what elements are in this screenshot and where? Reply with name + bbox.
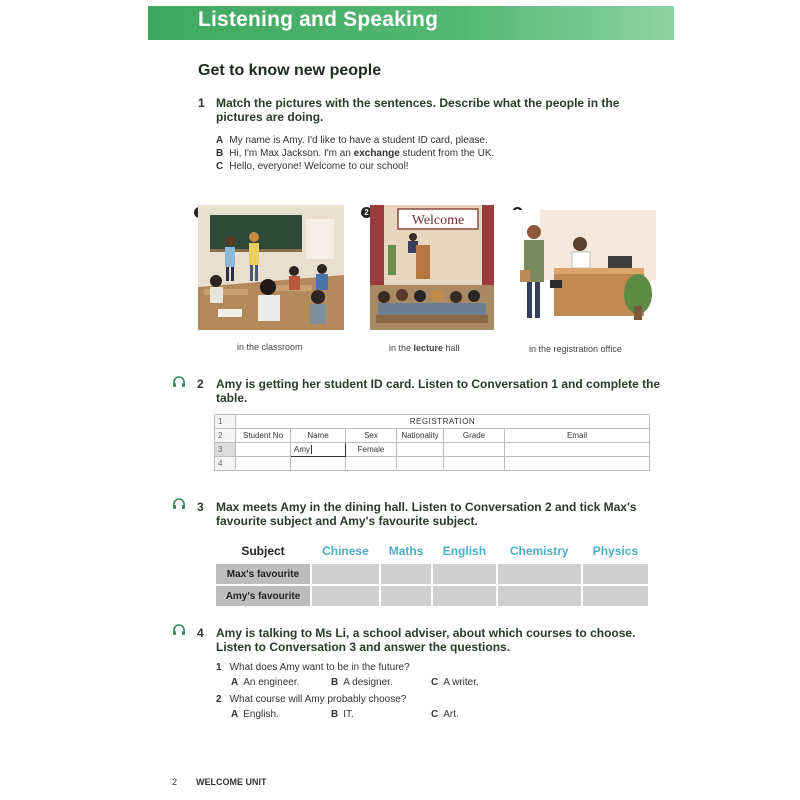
picture1-caption: in the classroom: [237, 342, 303, 352]
amy-favourite-row: [216, 586, 648, 606]
task1-instruction-line1: Match the pictures with the sentences. Describe what the people in the: [216, 96, 620, 110]
headphones-icon: [172, 497, 186, 510]
task4-instruction-line2: Listen to Conversation 3 and answer the questions.: [216, 640, 511, 654]
row-number: 2: [215, 429, 236, 443]
header-sex: Sex: [346, 429, 397, 443]
q2-option-a[interactable]: A English.: [231, 709, 279, 720]
page-number: 2: [172, 777, 178, 787]
task2-number: 2: [197, 377, 204, 391]
sheet-row-4: [215, 457, 650, 471]
task1-instruction-line2: pictures are doing.: [216, 110, 324, 124]
tick-cell[interactable]: [312, 586, 379, 606]
cell-grade[interactable]: [444, 443, 505, 457]
row-number: 3: [215, 443, 236, 457]
tick-cell[interactable]: [498, 564, 581, 584]
task4-instruction-line1: Amy is talking to Ms Li, a school adviser, about which courses to choose.: [216, 626, 636, 640]
tick-cell[interactable]: [583, 586, 648, 606]
tick-cell[interactable]: [583, 564, 648, 584]
row-number: 1: [215, 415, 236, 429]
row-number: 4: [215, 457, 236, 471]
cell-nationality[interactable]: [397, 443, 444, 457]
classroom-illustration: [198, 205, 344, 330]
banner-title: Listening and Speaking: [198, 8, 439, 31]
task1-option-c: C Hello, everyone! Welcome to our school!: [216, 161, 409, 172]
header-student-no: Student No: [236, 429, 291, 443]
sheet-row-1: [215, 415, 650, 429]
question-1: 1 What does Amy want to be in the future?: [216, 662, 410, 673]
task4-number: 4: [197, 626, 204, 640]
tick-cell[interactable]: [433, 564, 495, 584]
section-heading: Get to know new people: [198, 62, 382, 79]
cell-sex[interactable]: Female: [346, 443, 397, 457]
tick-cell[interactable]: [381, 586, 431, 606]
task3-instruction-line1: Max meets Amy in the dining hall. Listen to Conversation 2 and tick Max's: [216, 500, 637, 514]
cell-email[interactable]: [505, 443, 650, 457]
picture2-caption: in the lecture hall: [389, 343, 460, 353]
cell-student-no[interactable]: [236, 443, 291, 457]
task3-instruction-line2: favourite subject and Amy's favourite subject.: [216, 514, 478, 528]
task1-option-b: B Hi, I'm Max Jackson. I'm an exchange student from the UK.: [216, 148, 495, 159]
task1-option-a: A My name is Amy. I'd like to have a student ID card, please.: [216, 135, 488, 146]
tick-cell[interactable]: [312, 564, 379, 584]
header-name: Name: [291, 429, 346, 443]
max-favourite-row: [216, 564, 648, 584]
subject-maths: Maths: [388, 544, 424, 558]
lecture-hall-illustration: [370, 205, 494, 330]
sheet-row-3: [215, 443, 650, 457]
subject-chemistry: Chemistry: [509, 544, 569, 558]
subject-english: English: [442, 544, 487, 558]
header-grade: Grade: [444, 429, 505, 443]
subject-physics: Physics: [592, 544, 639, 558]
tick-cell[interactable]: [381, 564, 431, 584]
tick-cell[interactable]: [433, 586, 495, 606]
task3-number: 3: [197, 500, 204, 514]
q2-option-c[interactable]: C Art.: [431, 709, 459, 720]
row-label-max: Max's favourite: [216, 564, 310, 584]
picture2-number: 2: [361, 207, 372, 218]
q1-option-c[interactable]: C A writer.: [431, 677, 479, 688]
sheet-title: REGISTRATION: [236, 415, 650, 429]
favourite-subject-table: [214, 538, 650, 608]
header-nationality: Nationality: [397, 429, 444, 443]
registration-office-illustration: [510, 210, 656, 328]
unit-label: WELCOME UNIT: [196, 777, 267, 787]
picture3-caption: in the registration office: [529, 344, 622, 354]
welcome-sign: Welcome: [411, 213, 465, 228]
task1-number: 1: [198, 96, 205, 110]
subject-chinese: Chinese: [322, 544, 369, 558]
q2-option-b[interactable]: B IT.: [331, 709, 354, 720]
registration-sheet: [214, 414, 650, 471]
headphones-icon: [172, 623, 186, 636]
task2-instruction-line1: Amy is getting her student ID card. Listen to Conversation 1 and complete the: [216, 377, 661, 391]
subject-header: Subject: [241, 544, 285, 558]
cell-name[interactable]: Amy: [291, 443, 346, 457]
header-email: Email: [505, 429, 650, 443]
row-label-amy: Amy's favourite: [216, 586, 310, 606]
q1-option-a[interactable]: A An engineer.: [231, 677, 300, 688]
task2-instruction-line2: table.: [216, 391, 248, 405]
question-2: 2 What course will Amy probably choose?: [216, 694, 407, 705]
q1-option-b[interactable]: B A designer.: [331, 677, 393, 688]
sheet-row-2: [215, 429, 650, 443]
tick-cell[interactable]: [498, 586, 581, 606]
headphones-icon: [172, 375, 186, 388]
